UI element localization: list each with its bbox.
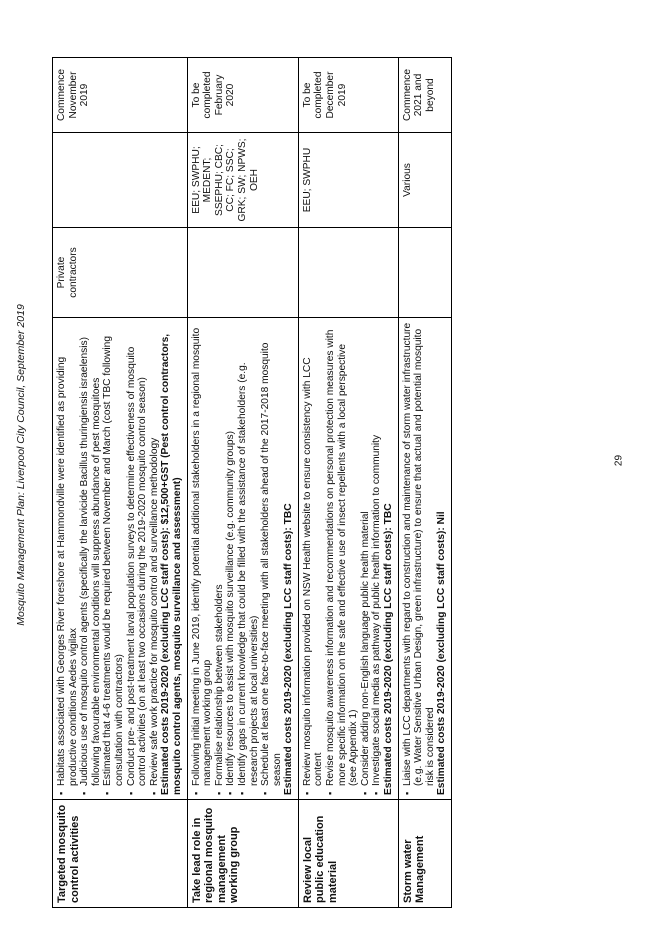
- action-cell: Targeted mosquito control activities: [53, 800, 188, 908]
- table-row: [298, 58, 398, 908]
- tasks-cell: [298, 318, 398, 800]
- responsibility-cell: Private contractors: [53, 228, 188, 318]
- partners-cell: EEU; SWPHU; MEDENT; SSEPHU; CBC; CC; FC; SSC; GRK; SW; NPWS; OEH: [187, 133, 298, 228]
- action-cell: Take lead role in regional mosquito management working group: [187, 800, 298, 908]
- table-row: [53, 58, 188, 908]
- tasks-cell: [53, 318, 188, 800]
- task-item: ▪ Liaise with LCC departments with regard to construction and maintenance of storm water infrastructure (e.g. Water Sensitive Urban Design, green infrastructure) to ensure that actual and potential mosquito risk is considered: [402, 322, 437, 795]
- task-list: [56, 322, 160, 795]
- task-item: ▪ Review mosquito information provided on NSW Health website to ensure consistency with LCC content: [302, 322, 325, 795]
- task-item: ▪ Judicious use of mosquito control agents (specifically the larvicide Bacillus thuringiensis israelensis) following favourable environmental conditions will suppress abundance of pest mosquitoes: [79, 322, 102, 795]
- partners-cell: EEU; SWPHU: [298, 133, 398, 228]
- task-item: ▪ Formalise relationship between stakeholders: [214, 322, 226, 795]
- task-item: ▪ Schedule at least one face-to-face meeting with all stakeholders ahead of the 2017-2018 mosquito season: [260, 322, 283, 795]
- task-item: ▪ Conduct pre- and post-treatment larval population surveys to determine effectiveness of mosquito control activities (on at least two occasions during the 2019-2020 mosquito control season): [126, 322, 149, 795]
- table-row: [398, 58, 451, 908]
- cost-estimate: Estimated costs 2019-2020 (excluding LCC staff costs): Nil: [436, 511, 448, 795]
- action-table: [52, 57, 452, 908]
- task-item: ▪ Revise mosquito awareness information and recommendations on personal protection measures with more specific information on the safe and effective use of insect repellents with a local perspective (see Appendix 1): [325, 322, 360, 795]
- task-item: ▪ Following initial meeting in June 2019, identify potential additional stakeholders in a regional mosquito management working group: [191, 322, 214, 795]
- tasks-cell: [398, 318, 451, 800]
- task-item: ▪ Review safe work practice for mosquito control and surveillance methodology: [149, 322, 161, 795]
- cost-estimate: Estimated costs 2019-2020 (excluding LCC staff costs): TBC: [283, 503, 295, 795]
- task-item: ▪ Investigate social media as pathway of public health information to community: [371, 322, 383, 795]
- task-item: ▪ Identify resources to assist with mosquito surveillance (e.g. community groups): [225, 322, 237, 795]
- action-table-rotated: [52, 58, 607, 908]
- partners-cell: [53, 133, 188, 228]
- responsibility-cell: [298, 228, 398, 318]
- action-cell: Review local public education material: [298, 800, 398, 908]
- task-item: ▪ Estimated that 4-6 treatments would be required between November and March (cost TBC following consultation with contractors): [102, 322, 125, 795]
- task-item: ▪ Consider adding non-English language public health material: [360, 322, 372, 795]
- timing-cell: To be completed December 2019: [298, 58, 398, 133]
- page-number: 29: [613, 454, 625, 467]
- timing-cell: To be completed February 2020: [187, 58, 298, 133]
- task-list: [191, 322, 284, 795]
- tasks-cell: [187, 318, 298, 800]
- table-row: [187, 58, 298, 908]
- task-list: [302, 322, 383, 795]
- partners-cell: Various: [398, 133, 451, 228]
- responsibility-cell: [398, 228, 451, 318]
- page-header: [14, 0, 34, 930]
- header-text: Mosquito Management Plan: Liverpool City Council, September 2019: [15, 304, 27, 626]
- timing-cell: Commence 2021 and beyond: [398, 58, 451, 133]
- task-item: ▪ Habitats associated with Georges River foreshore at Hammondville were identified as providing productive conditions Aedes vigilax: [56, 322, 79, 795]
- timing-cell: Commence November 2019: [53, 58, 188, 133]
- action-cell: Storm water Management: [398, 800, 451, 908]
- task-list: [402, 322, 437, 795]
- cost-estimate: Estimated costs 2019-2020 (excluding LCC staff costs): TBC: [383, 503, 395, 795]
- table-body: [53, 58, 452, 908]
- task-item: ▪ Identify gaps in current knowledge that could be filled with the assistance of stakeholders (e.g. research projects at local universities): [237, 322, 260, 795]
- responsibility-cell: [187, 228, 298, 318]
- cost-estimate: Estimated costs 2019-2020 (excluding LCC staff costs): $12,500+GST (Pest control contractors, mosquito control agents, mosquito surveillance and assessment): [160, 333, 183, 795]
